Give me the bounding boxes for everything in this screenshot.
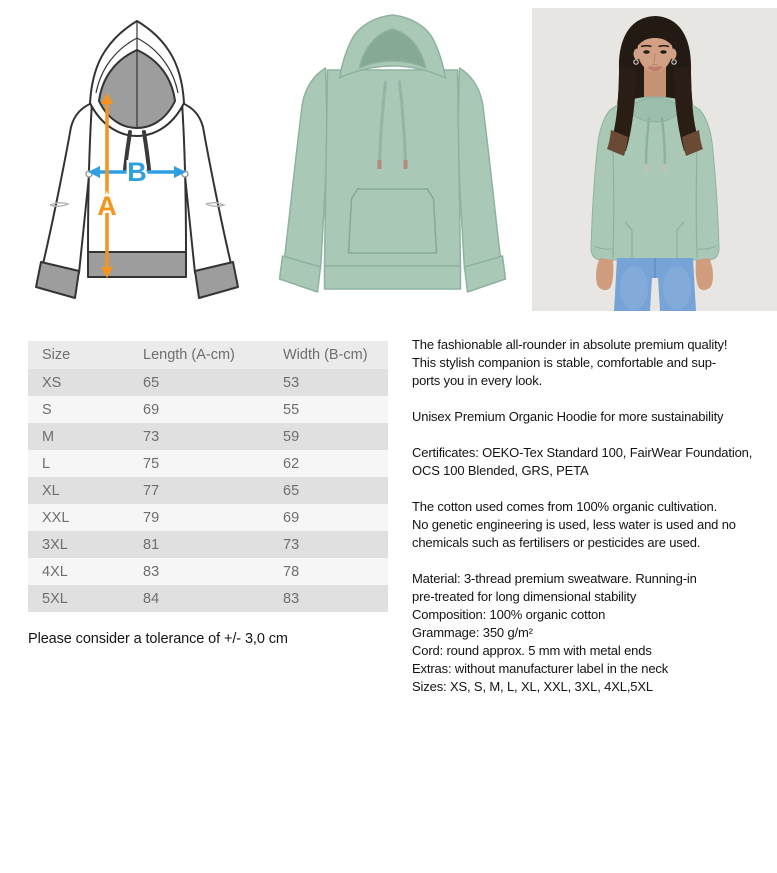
model-eyebrow-left bbox=[641, 46, 652, 47]
cell-width: 65 bbox=[283, 477, 388, 504]
flat-product-figure bbox=[265, 8, 520, 310]
cell-width: 59 bbox=[283, 423, 388, 450]
cell-length: 84 bbox=[143, 585, 283, 612]
cell-size: S bbox=[28, 396, 143, 423]
cell-width: 55 bbox=[283, 396, 388, 423]
cell-size: L bbox=[28, 450, 143, 477]
table-row bbox=[28, 477, 388, 504]
flat-drawstring-tip-left bbox=[378, 160, 382, 169]
tolerance-note: Please consider a tolerance of +/- 3,0 cm bbox=[28, 631, 288, 647]
table-row bbox=[28, 369, 388, 396]
measurement-diagram-figure bbox=[28, 8, 246, 305]
flat-right-sleeve bbox=[458, 68, 501, 269]
hoodie-left-sleeve bbox=[43, 103, 92, 273]
size-chart-table bbox=[28, 341, 388, 612]
flat-hem-band bbox=[325, 266, 461, 289]
table-header-row bbox=[28, 341, 388, 369]
cell-length: 81 bbox=[143, 531, 283, 558]
table-row bbox=[28, 504, 388, 531]
cell-size: 3XL bbox=[28, 531, 143, 558]
length-label: A bbox=[97, 191, 117, 221]
cell-length: 77 bbox=[143, 477, 283, 504]
description-paragraph: The fashionable all-rounder in absolute premium quality! This stylish companion is stable, comfortable and sup- ports you in every look. bbox=[412, 337, 728, 388]
model-eyebrow-right bbox=[659, 46, 670, 47]
hoodie-hem-band bbox=[88, 252, 186, 277]
description-paragraph: Material: 3-thread premium sweatware. Running-in pre-treated for long dimensional stability Composition: 100% organic cotton Grammage: 350 g/m² Cord: round approx. 5 mm with metal ends Extras: without manufacturer label in the neck Sizes: XS, S, M, L, XL, XXL, 3XL, 4XL,5XL bbox=[412, 571, 697, 694]
description-paragraph: Certificates: OEKO-Tex Standard 100, FairWear Foundation, OCS 100 Blended, GRS, PETA bbox=[412, 445, 753, 478]
model-photo-figure bbox=[532, 8, 777, 311]
cell-length: 83 bbox=[143, 558, 283, 585]
description-paragraph: The cotton used comes from 100% organic cultivation. No genetic engineering is used, less water is used and no chemicals such as fertilisers or pesticides are used. bbox=[412, 499, 736, 550]
cell-size: XS bbox=[28, 369, 143, 396]
cell-length: 69 bbox=[143, 396, 283, 423]
cell-width: 69 bbox=[283, 504, 388, 531]
table-row bbox=[28, 396, 388, 423]
model-jeans-wash-right bbox=[663, 266, 691, 310]
cell-size: M bbox=[28, 423, 143, 450]
model-hand-right bbox=[696, 258, 713, 290]
table-row bbox=[28, 585, 388, 612]
cell-length: 65 bbox=[143, 369, 283, 396]
table-row bbox=[28, 531, 388, 558]
flat-product-image bbox=[265, 8, 520, 310]
header-length: Length (A-cm) bbox=[143, 341, 283, 369]
model-eye-left bbox=[643, 50, 649, 53]
flat-left-sleeve bbox=[285, 68, 328, 269]
cell-width: 78 bbox=[283, 558, 388, 585]
cell-size: 5XL bbox=[28, 585, 143, 612]
description-paragraph: Unisex Premium Organic Hoodie for more sustainability bbox=[412, 409, 724, 424]
flat-body bbox=[325, 70, 461, 266]
cell-size: 4XL bbox=[28, 558, 143, 585]
size-panel bbox=[28, 341, 388, 647]
cell-width: 53 bbox=[283, 369, 388, 396]
measurement-diagram bbox=[28, 8, 246, 305]
model-jeans-wash-left bbox=[620, 266, 648, 310]
product-description bbox=[412, 336, 777, 714]
model-hand-left bbox=[596, 258, 613, 290]
cell-width: 62 bbox=[283, 450, 388, 477]
cell-size: XL bbox=[28, 477, 143, 504]
model-photo-image bbox=[532, 8, 777, 311]
cell-length: 75 bbox=[143, 450, 283, 477]
hoodie-right-sleeve bbox=[182, 103, 231, 273]
header-width: Width (B-cm) bbox=[283, 341, 388, 369]
width-label: B bbox=[127, 157, 147, 187]
header-size: Size bbox=[28, 341, 143, 369]
cell-length: 73 bbox=[143, 423, 283, 450]
table-row bbox=[28, 450, 388, 477]
model-drawstring-tip-left bbox=[645, 164, 648, 172]
table-row bbox=[28, 423, 388, 450]
cell-width: 73 bbox=[283, 531, 388, 558]
model-drawstring-tip-right bbox=[664, 164, 667, 172]
size-table-body bbox=[28, 369, 388, 612]
table-row bbox=[28, 558, 388, 585]
cell-width: 83 bbox=[283, 585, 388, 612]
flat-drawstring-tip-right bbox=[404, 160, 408, 169]
cell-size: XXL bbox=[28, 504, 143, 531]
model-eye-right bbox=[660, 50, 666, 53]
cell-length: 79 bbox=[143, 504, 283, 531]
